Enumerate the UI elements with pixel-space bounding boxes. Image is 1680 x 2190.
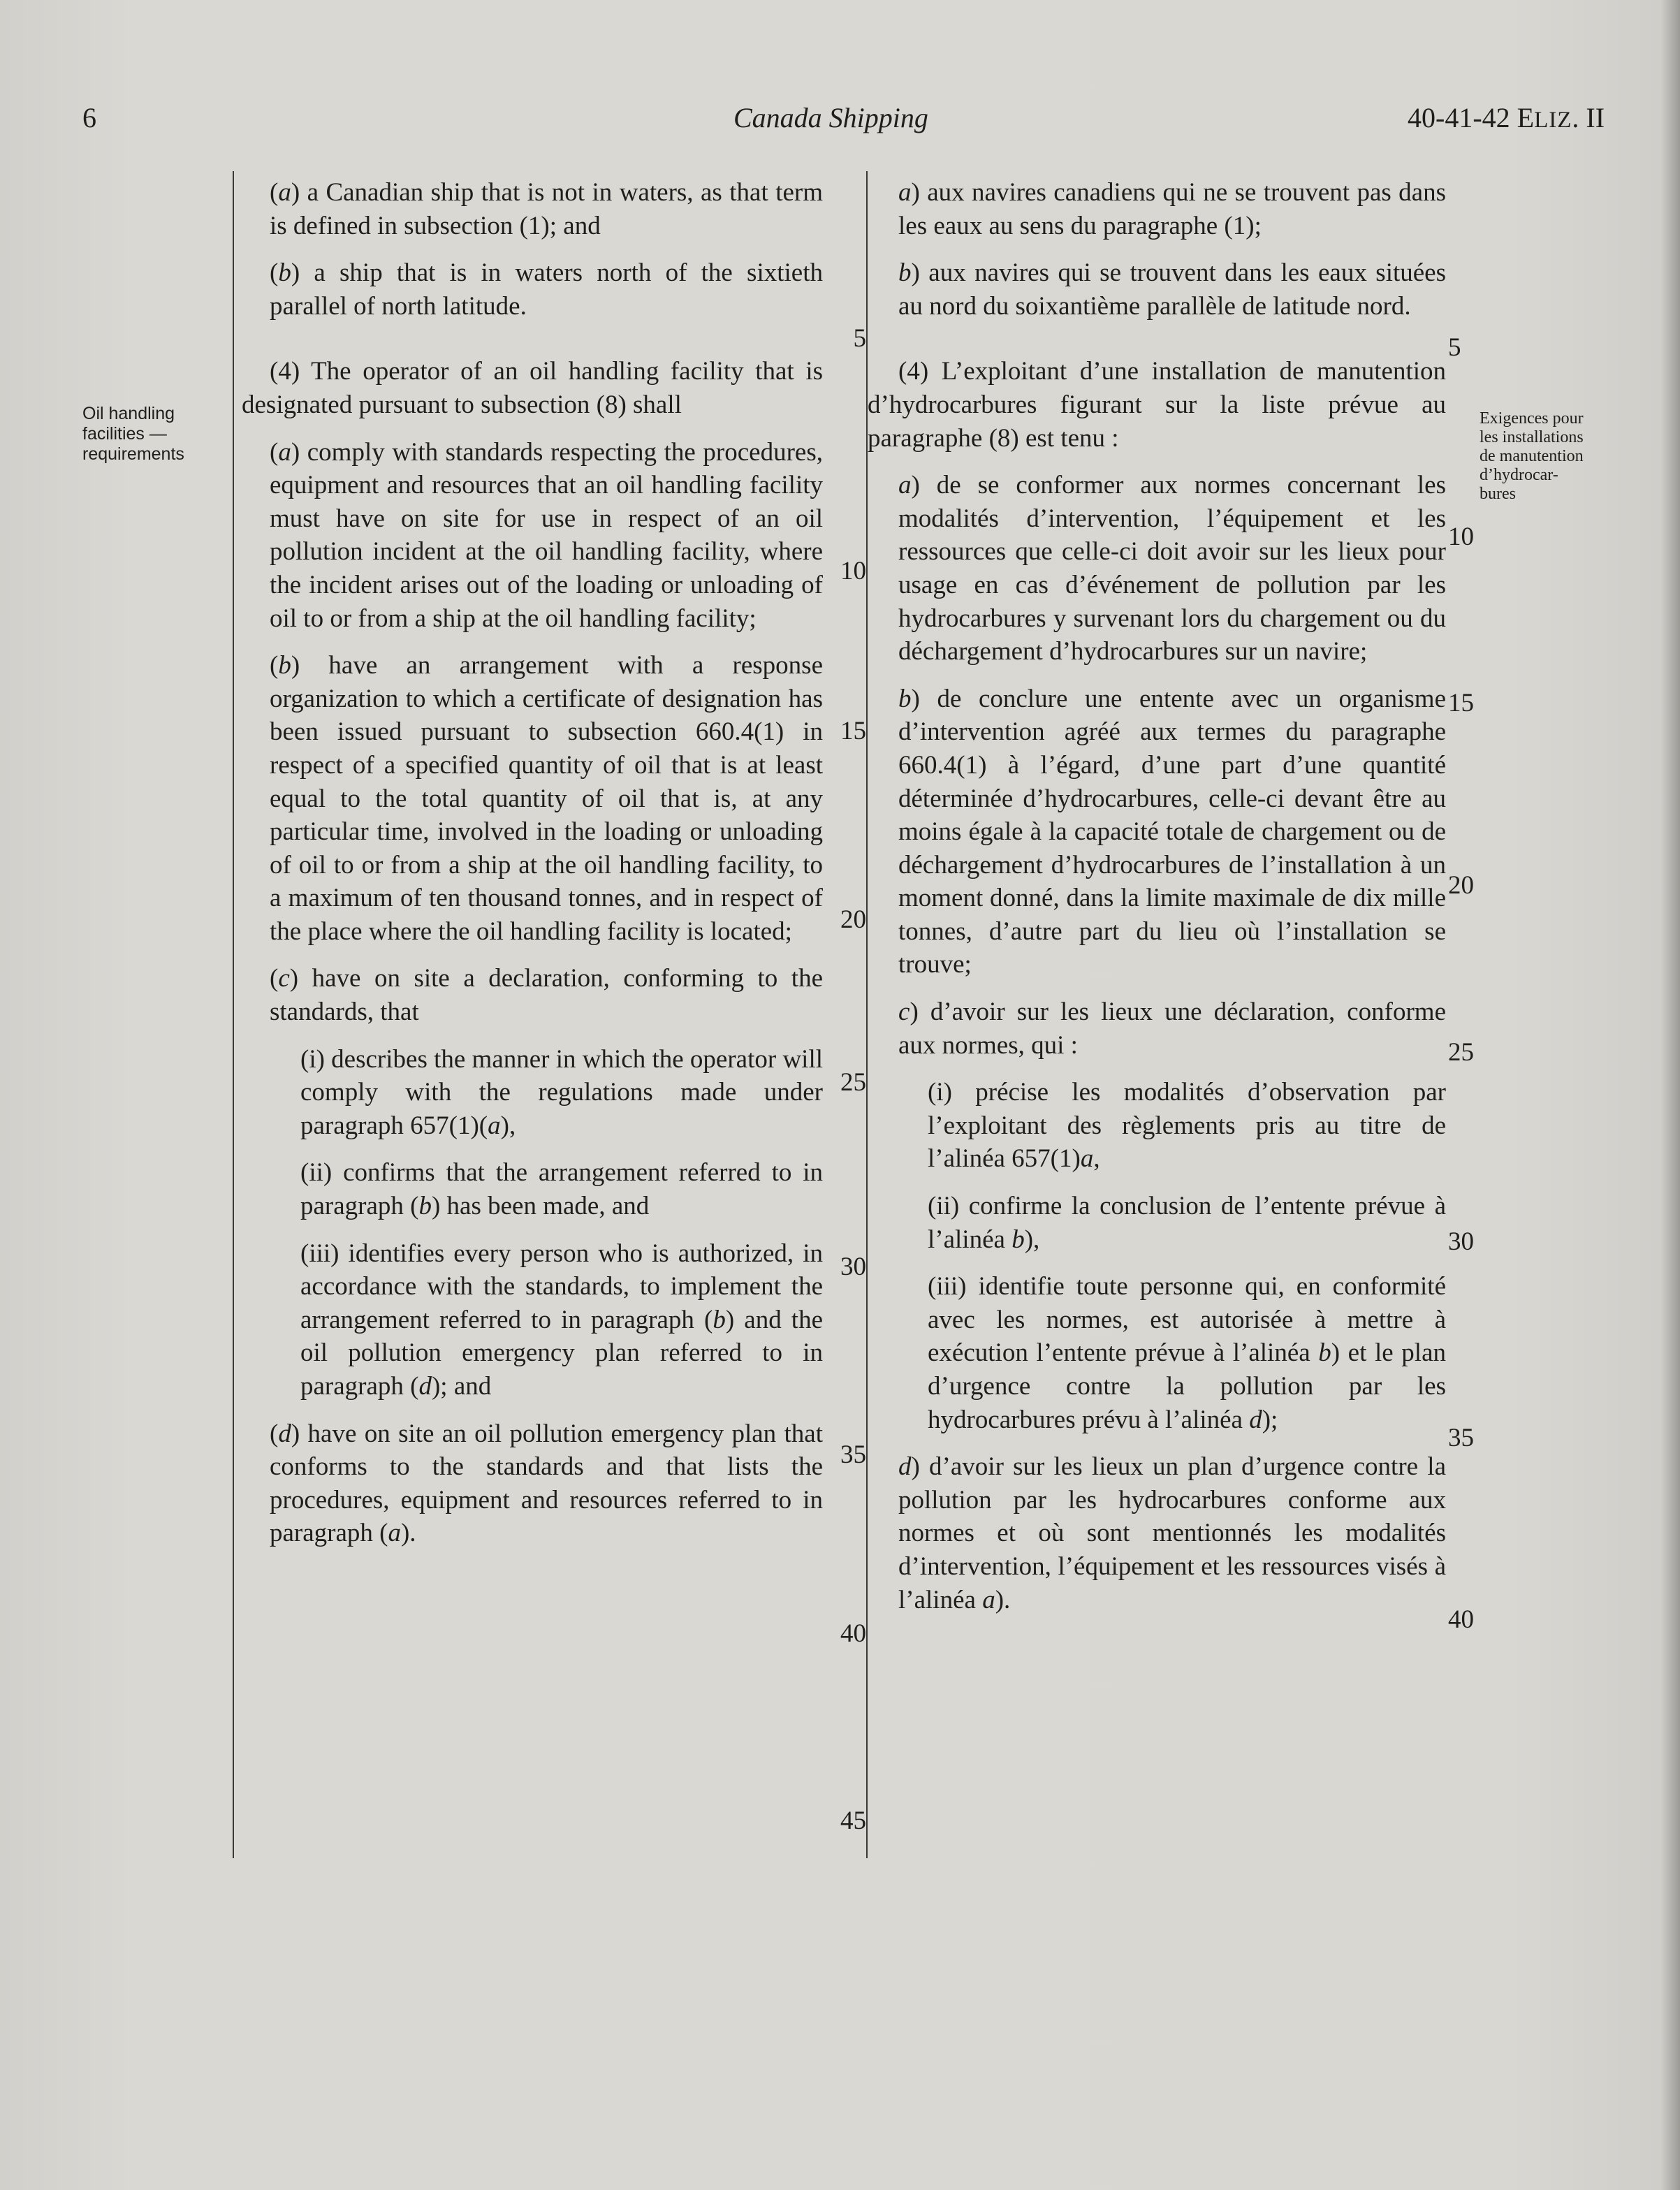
line-number: 5 <box>1448 333 1461 362</box>
sous-alinea-iii: (iii) identifie toute personne qui, en conformité avec les normes, est autorisée à mettre à exécution l’entente prévue à l’alinéa b) et le plan d’urgence contre la pollution par les hydrocarbures prévu à l’alinéa d); <box>928 1272 1446 1434</box>
line-number: 10 <box>840 557 866 585</box>
subparagraph-iii: (iii) identifies every person who is authorized, in accordance with the standards, to implement the arrangement referred to in paragraph (b) and the oil pollution emergency plan referred to in paragraph (d); and <box>300 1239 824 1401</box>
paragraphe-4-alinea-c: c) d’avoir sur les lieux une déclaration, conforme aux normes, qui : <box>898 998 1447 1060</box>
statute-reference <box>1408 101 1605 137</box>
paragraphe-4-alinea-d: d) d’avoir sur les lieux un plan d’urgence contre la pollution par les hydrocarbures conforme aux normes et où sont mentionnés les modalités d’intervention, l’équipement et les ressources visés à l’alinéa a). <box>898 1452 1446 1614</box>
line-number: 10 <box>1448 523 1474 551</box>
marginal-note-line: requirements <box>82 444 184 464</box>
statute-reference-suffix: . II <box>1572 102 1605 133</box>
statute-reference-smallcaps: LIZ <box>1534 108 1572 133</box>
line-number: 20 <box>840 905 866 934</box>
marginal-note-line: de manutention <box>1480 447 1584 465</box>
line-number: 40 <box>840 1619 866 1648</box>
subsection-4-paragraph-d: (d) have on site an oil pollution emergency plan that conforms to the standards and that lists the procedures, equipment and resources referred to in paragraph (a). <box>270 1419 823 1548</box>
line-number: 5 <box>853 324 866 353</box>
french-column <box>868 176 1446 1616</box>
subsection-4-paragraph-c: (c) have on site a declaration, conforming to the standards, that <box>270 964 823 1027</box>
line-number: 30 <box>840 1253 866 1281</box>
line-number: 25 <box>840 1068 866 1097</box>
running-title: Canada Shipping <box>733 102 928 133</box>
binding-shadow <box>1660 0 1680 2190</box>
sous-alinea-i: (i) précise les modalités d’observation par l’exploitant des règlements pris au titre de l’alinéa 657(1)a, <box>928 1078 1446 1174</box>
line-number: 30 <box>1448 1227 1474 1256</box>
subparagraph-ii: (ii) confirms that the arrangement referred to in paragraph (b) has been made, and <box>300 1158 823 1221</box>
line-number: 15 <box>1448 689 1474 717</box>
subsection-4-paragraph-a: (a) comply with standards respecting the procedures, equipment and resources that an oil handling facility must have on site for use in respect of an oil pollution incident at the oil handling facility, where the incident arises out of the loading or unloading of oil to or from a ship at the oil handling facility; <box>270 437 823 633</box>
line-number: 45 <box>840 1806 866 1835</box>
line-number: 15 <box>840 717 866 745</box>
alinea-b: b) aux navires qui se trouvent dans les eaux situées au nord du soixantième parallèle de latitude nord. <box>898 258 1447 321</box>
line-number: 25 <box>1448 1038 1474 1067</box>
line-number: 35 <box>840 1440 866 1469</box>
paragraph-a: (a) a Canadian ship that is not in waters, as that term is defined in subsection (1); and <box>270 178 823 240</box>
marginal-note-line: Oil handling <box>82 404 175 423</box>
marginal-note-line: bures <box>1480 485 1516 503</box>
paragraphe-4-alinea-a: a) de se conformer aux normes concernant les modalités d’intervention, l’équipement et les ressources que celle-ci doit avoir sur les lieux pour usage en cas d’événement de pollution par les hydrocarbures y survenant lors du chargement ou du déchargement d’hydrocarbures sur un navire; <box>898 471 1446 666</box>
alinea-a: a) aux navires canadiens qui ne se trouvent pas dans les eaux au sens du paragraphe (1); <box>898 178 1446 240</box>
subparagraph-i: (i) describes the manner in which the operator will comply with the regulations made under paragraph 657(1)(a), <box>300 1044 823 1140</box>
marginal-note-line: les installations <box>1480 428 1584 446</box>
marginal-note-line: facilities — <box>82 424 167 444</box>
subsection-4: (4) The operator of an oil handling facility that is designated pursuant to subsection (8) shall <box>242 357 823 419</box>
paragraph-b: (b) a ship that is in waters north of the sixtieth parallel of north latitude. <box>270 258 824 321</box>
marginal-note-english <box>82 404 222 465</box>
line-number: 20 <box>1448 871 1474 900</box>
english-column <box>242 176 823 1550</box>
marginal-note-line: Exigences pour <box>1480 409 1584 428</box>
subsection-4-paragraph-b: (b) have an arrangement with a response organization to which a certificate of designation has been issued pursuant to subsection 660.4(1) in respect of a specified quantity of oil that is at least equal to the total quantity of oil that is, at any particular time, involved in the loading or unloading of oil to or from a ship at the oil handling facility, to a maximum of ten thousand tonnes, and in respect of the place where the oil handling facility is located; <box>270 651 823 946</box>
sous-alinea-ii: (ii) confirme la conclusion de l’entente prévue à l’alinéa b), <box>928 1192 1446 1254</box>
left-column-rule <box>233 171 234 1858</box>
line-number: 40 <box>1448 1605 1474 1634</box>
statute-reference-prefix: 40-41-42 E <box>1408 102 1535 133</box>
marginal-note-french <box>1480 409 1633 504</box>
line-number: 35 <box>1448 1424 1474 1452</box>
paragraphe-4-alinea-b: b) de conclure une entente avec un organisme d’intervention agréé aux termes du paragraphe 660.4(1) à l’égard, d’une part d’une quantité déterminée d’hydrocarbures, celle-ci devant être au moins égale à la capacité totale de chargement ou de déchargement d’hydrocarbures de l’installation à un moment donné, dans la limite maximale de dix mille tonnes, d’autre part du lieu où l’installation se trouve; <box>898 684 1446 979</box>
page-number: 6 <box>82 102 96 133</box>
paragraphe-4: (4) L’exploitant d’une installation de manutention d’hydrocarbures figurant sur la liste prévue au paragraphe (8) est tenu : <box>868 357 1446 453</box>
marginal-note-line: d’hydrocar- <box>1480 466 1558 484</box>
